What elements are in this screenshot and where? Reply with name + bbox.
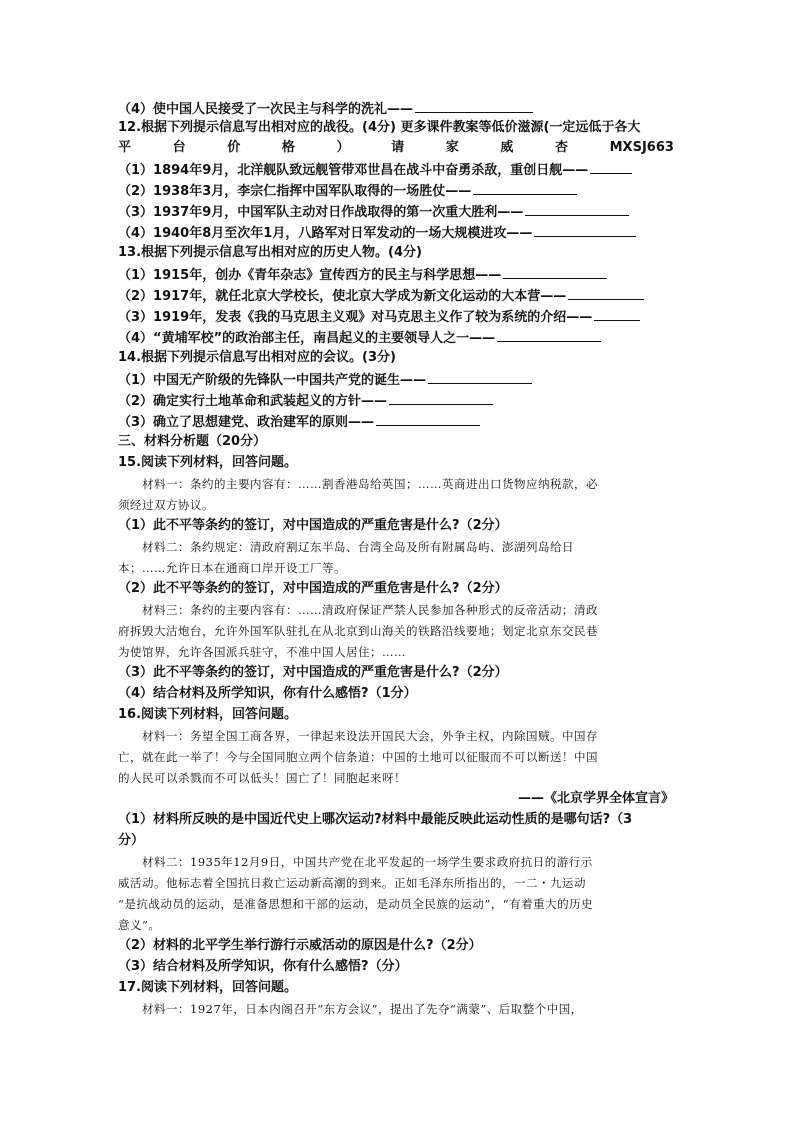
q16-title: 16.阅读下列材料，回答问题。 <box>118 707 298 722</box>
q13-item-4: （4）“黄埔军校”的政治部主任，南昌起义的主要领导人之一—— <box>118 327 674 349</box>
q13-item-2: （2）1917年，就任北京大学校长，使北京大学成为新文化运动的大本营—— <box>118 285 674 307</box>
q14-item-2: （2）确定实行土地革命和武装起义的方针—— <box>118 390 674 412</box>
q11-item-4: （4）使中国人民接受了一次民主与科学的洗礼—— <box>118 98 674 120</box>
q12-title: 12.根据下列提示信息写出相对应的战役。(4分) 更多课件教案等低价滋源(一定远低于各大 <box>118 120 641 135</box>
q15-title: 15.阅读下列材料，回答问题。 <box>118 455 298 470</box>
q15-material-1-line-2: 须经过双方协议。 <box>118 498 214 512</box>
q17-material-1-line-1: 材料一：1927年，日本内阁召开“东方会议”，提出了先夺“满蒙”、后取整个中国， <box>142 1002 583 1016</box>
q12-item-1: （1）1894年9月，北洋舰队致远舰管带邓世昌在战斗中奋勇杀敌，重创日舰—— <box>118 159 674 181</box>
answer-blank[interactable] <box>568 285 644 300</box>
q12-item-4: （4）1940年8月至次年1月，八路军对日军发动的一场大规模进攻—— <box>118 222 674 244</box>
q16-question-1-line-1: （1）材料所反映的是中国近代史上哪次运动?材料中最能反映此运动性质的是哪句话?（3 <box>118 812 633 827</box>
q14-item-3: （3）确立了思想建党、政治建军的原则—— <box>118 411 674 433</box>
answer-blank[interactable] <box>473 180 577 195</box>
q15-material-2-line-2: 本；……允许日本在通商口岸开设工厂等。 <box>118 561 346 575</box>
q16-source: ——《北京学界全体宣言》 <box>517 791 674 806</box>
q13-title: 13.根据下列提示信息写出相对应的历史人物。(4分) <box>118 245 422 260</box>
q15-question-1: （1）此不平等条约的签订，对中国造成的严重危害是什么?（2分） <box>118 518 508 533</box>
q17-title: 17.阅读下列材料，回答问题。 <box>118 980 298 995</box>
q15-question-4: （4）结合材料及所学知识，你有什么感悟?（1分） <box>118 686 417 701</box>
answer-blank[interactable] <box>497 327 601 342</box>
q14-item-1: （1）中国无产阶级的先锋队一中国共产党的诞生—— <box>118 369 674 391</box>
answer-blank[interactable] <box>428 369 532 384</box>
answer-blank[interactable] <box>534 222 636 237</box>
q15-question-2: （2）此不平等条约的签订，对中国造成的严重危害是什么?（2分） <box>118 581 508 596</box>
answer-blank[interactable] <box>389 390 493 405</box>
q12-item-3: （3）1937年9月，中国军队主动对日作战取得的第一次重大胜利—— <box>118 201 674 223</box>
section-3-heading: 三、材料分析题（20分） <box>118 434 267 449</box>
q12-title-continued: 平 台 价 格 ） 请 家 威 杏 MXSJ663 <box>118 140 674 155</box>
q13-item-1: （1）1915年，创办《青年杂志》宣传西方的民主与科学思想—— <box>118 264 674 286</box>
answer-blank[interactable] <box>525 201 629 216</box>
answer-blank[interactable] <box>376 411 480 426</box>
q15-material-3-line-2: 府拆毁大沽炮台，允许外国军队驻扎在从北京到山海关的铁路沿线要地；划定北京东交民巷 <box>118 624 598 638</box>
q16-question-1-line-2: 分） <box>118 833 145 848</box>
q16-material-1-line-2: 亡，就在此一举了！今与全国同胞立两个信条道：中国的土地可以征服而不可以断送！中国 <box>118 750 598 764</box>
q16-material-1-line-1: 材料一：务望全国工商各界，一律起来设法开国民大会，外争主权，内除国贼。中国存 <box>142 729 598 743</box>
answer-blank[interactable] <box>415 98 533 113</box>
q15-question-3: （3）此不平等条约的签订，对中国造成的严重危害是什么?（2分） <box>118 665 508 680</box>
q16-material-2-line-2: 威活动。他标志着全国抗日救亡运动新高潮的到来。正如毛泽东所指出的，一二・九运动 <box>118 876 586 890</box>
answer-blank[interactable] <box>594 306 640 321</box>
answer-blank[interactable] <box>503 264 607 279</box>
q15-material-1-line-1: 材料一：条约的主要内容有：……割香港岛给英国；……英商进出口货物应纳税款，必 <box>142 477 598 491</box>
q16-question-3: （3）结合材料及所学知识，你有什么感悟?（分） <box>118 959 408 974</box>
q15-material-3-line-1: 材料三：条约的主要内容有：……清政府保证严禁人民参加各种形式的反帝活动；清政 <box>142 603 598 617</box>
q13-item-3: （3）1919年，发表《我的马克思主义观》对马克思主义作了较为系统的介绍—— <box>118 306 674 328</box>
q14-title: 14.根据下列提示信息写出相对应的会议。(3分) <box>118 350 396 365</box>
q16-material-2-line-1: 材料二：1935年12月9日，中国共产党在北平发起的一场学生要求政府抗日的游行示 <box>142 855 593 869</box>
q16-material-2-line-4: 意义”。 <box>118 918 161 932</box>
q15-material-2-line-1: 材料二：条约规定：清政府割辽东半岛、台湾全岛及所有附属岛屿、澎湖列岛给日 <box>142 540 574 554</box>
q16-question-2: （2）材料的北平学生举行游行示威活动的原因是什么?（2分） <box>118 938 482 953</box>
q15-material-3-line-3: 为使馆界，允许各国派兵驻守，不准中国人居住；…… <box>118 645 406 659</box>
answer-blank[interactable] <box>590 159 632 174</box>
q16-material-1-line-3: 的人民可以杀戮而不可以低头！国亡了！同胞起来呀！ <box>118 771 406 785</box>
q12-item-2: （2）1938年3月，李宗仁指挥中国军队取得的一场胜仗—— <box>118 180 674 202</box>
q16-material-2-line-3: “是抗战动员的运动，是准备思想和干部的运动，是动员全民族的运动”，“有着重大的历史 <box>118 897 594 911</box>
